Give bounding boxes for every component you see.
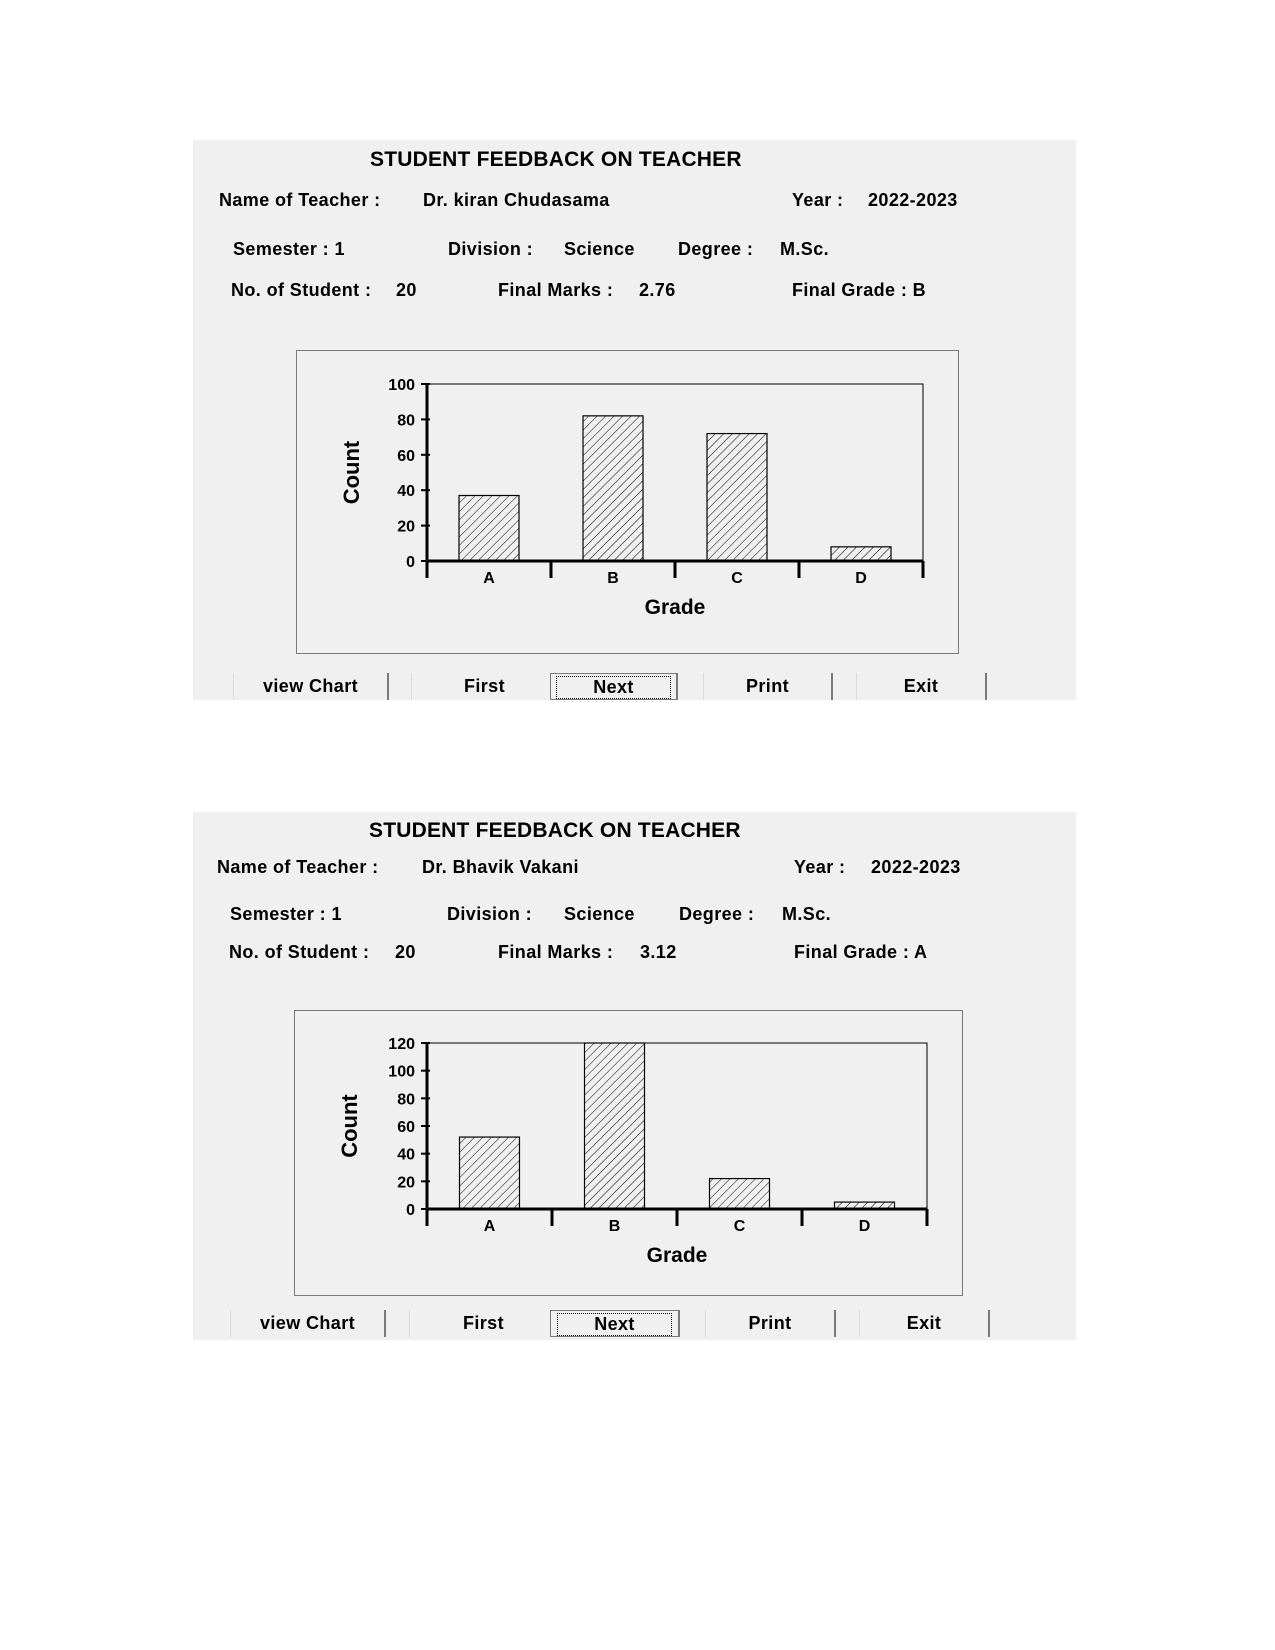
- bar-B: [585, 1043, 645, 1209]
- x-tick-label: D: [855, 570, 867, 587]
- final-marks-label: Final Marks :: [498, 942, 614, 962]
- first-button[interactable]: First: [411, 673, 559, 700]
- y-axis-title: Count: [339, 440, 364, 505]
- semester-label: Semester : 1: [230, 904, 342, 924]
- final-grade-label: Final Grade : A: [794, 942, 928, 962]
- y-tick-label: 0: [406, 1202, 415, 1219]
- final-marks-value: 2.76: [639, 280, 676, 300]
- bar-B: [583, 416, 643, 561]
- teacher-name: Dr. kiran Chudasama: [423, 190, 610, 210]
- year-label: Year :: [794, 857, 846, 877]
- next-button-label: Next: [556, 676, 671, 699]
- x-tick-label: A: [483, 570, 495, 587]
- form-title: STUDENT FEEDBACK ON TEACHER: [369, 819, 741, 842]
- y-tick-label: 60: [397, 1119, 415, 1136]
- y-tick-label: 100: [388, 1063, 415, 1081]
- bar-C: [710, 1179, 770, 1209]
- bar-A: [459, 496, 519, 561]
- first-button[interactable]: First: [409, 1310, 559, 1337]
- year-label: Year :: [792, 190, 844, 210]
- x-tick-label: B: [608, 1218, 621, 1235]
- final-grade-label: Final Grade : B: [792, 280, 927, 300]
- print-button[interactable]: Print: [703, 673, 833, 700]
- x-axis-title: Grade: [646, 1244, 708, 1267]
- degree-value: M.Sc.: [782, 904, 832, 924]
- bar-A: [460, 1137, 520, 1209]
- division-label: Division :: [448, 239, 534, 259]
- degree-label: Degree :: [678, 239, 754, 259]
- year-value: 2022-2023: [871, 857, 961, 877]
- degree-label: Degree :: [679, 904, 755, 924]
- semester-label: Semester : 1: [233, 239, 345, 259]
- exit-button[interactable]: Exit: [859, 1310, 990, 1337]
- division-value: Science: [564, 904, 635, 924]
- x-tick-label: C: [731, 570, 743, 587]
- x-tick-label: C: [733, 1218, 746, 1235]
- students-label: No. of Student :: [231, 280, 372, 300]
- bar-C: [707, 434, 767, 561]
- grade-bar-chart: [297, 351, 958, 653]
- next-button[interactable]: [550, 1310, 680, 1337]
- teacher-label: Name of Teacher :: [217, 857, 379, 877]
- form-title: STUDENT FEEDBACK ON TEACHER: [370, 148, 742, 171]
- students-label: No. of Student :: [229, 942, 370, 962]
- y-tick-label: 120: [388, 1036, 415, 1053]
- y-tick-label: 20: [397, 1174, 415, 1192]
- final-marks-label: Final Marks :: [498, 280, 614, 300]
- exit-button[interactable]: Exit: [856, 673, 987, 700]
- x-tick-label: B: [607, 570, 619, 587]
- teacher-label: Name of Teacher :: [219, 190, 381, 210]
- y-axis-title: Count: [337, 1094, 362, 1158]
- view-chart-button[interactable]: view Chart: [230, 1310, 386, 1337]
- feedback-form-1: [193, 140, 1076, 700]
- students-value: 20: [396, 280, 417, 300]
- y-tick-label: 40: [397, 483, 415, 501]
- degree-value: M.Sc.: [780, 239, 830, 259]
- y-tick-label: 80: [397, 1091, 415, 1109]
- x-tick-label: D: [858, 1218, 871, 1235]
- chart-panel: [294, 1010, 963, 1296]
- chart-panel: [296, 350, 959, 654]
- bar-D: [831, 547, 891, 561]
- view-chart-button[interactable]: view Chart: [233, 673, 389, 700]
- grade-bar-chart: [295, 1011, 962, 1295]
- print-button[interactable]: Print: [705, 1310, 836, 1337]
- x-tick-label: A: [483, 1218, 496, 1235]
- y-tick-label: 20: [397, 518, 415, 536]
- teacher-name: Dr. Bhavik Vakani: [422, 857, 579, 877]
- y-tick-label: 0: [406, 554, 415, 571]
- division-label: Division :: [447, 904, 533, 924]
- x-axis-title: Grade: [644, 596, 706, 619]
- final-marks-value: 3.12: [640, 942, 677, 962]
- year-value: 2022-2023: [868, 190, 958, 210]
- y-tick-label: 80: [397, 412, 415, 430]
- feedback-form-2: [193, 812, 1076, 1340]
- next-button[interactable]: [550, 673, 678, 700]
- next-button-label: Next: [557, 1313, 672, 1336]
- y-tick-label: 100: [388, 377, 415, 394]
- y-tick-label: 60: [397, 447, 415, 465]
- y-tick-label: 40: [397, 1146, 415, 1164]
- division-value: Science: [564, 239, 635, 259]
- students-value: 20: [395, 942, 416, 962]
